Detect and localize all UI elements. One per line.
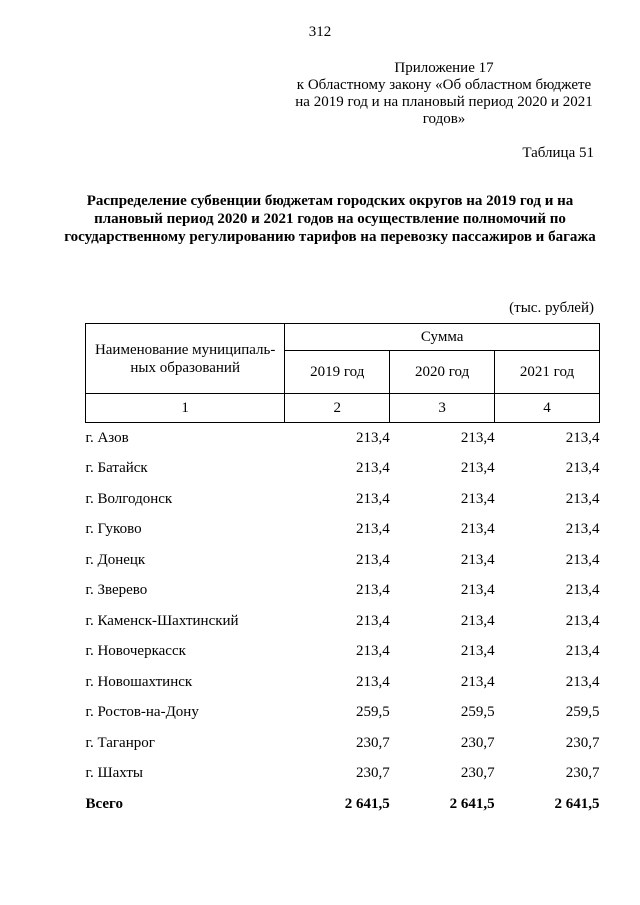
appendix-title: Приложение 17 bbox=[394, 60, 494, 76]
header-year-2021: 2021 год bbox=[495, 351, 600, 394]
table-row bbox=[86, 576, 600, 607]
table-row bbox=[86, 515, 600, 546]
table-row bbox=[86, 423, 600, 454]
column-number-3: 3 bbox=[390, 394, 495, 423]
value-2021-cell: 213,4 bbox=[565, 551, 600, 568]
value-2021-cell: 259,5 bbox=[565, 704, 600, 721]
column-number-1: 1 bbox=[86, 394, 285, 423]
municipality-cell: г. Шахты bbox=[85, 765, 144, 782]
value-2020-cell: 259,5 bbox=[460, 704, 495, 721]
municipality-cell: г. Новошахтинск bbox=[85, 673, 193, 690]
appendix-law-reference: к Областному закону «Об областном бюджете на 2019 год и на плановый период 2020 и 2021 годов» bbox=[295, 77, 593, 127]
table-row bbox=[86, 606, 600, 637]
value-2021-cell: 213,4 bbox=[565, 612, 600, 629]
table-number: Таблица 51 bbox=[522, 145, 594, 161]
municipality-cell: г. Донецк bbox=[85, 551, 146, 568]
value-2019-cell: 259,5 bbox=[355, 704, 390, 721]
page-number: 312 bbox=[308, 24, 332, 40]
value-2021-cell: 230,7 bbox=[565, 734, 600, 751]
table-row bbox=[86, 667, 600, 698]
municipality-cell: г. Зверево bbox=[85, 582, 148, 599]
table-row bbox=[86, 698, 600, 729]
municipality-cell: Всего bbox=[85, 795, 123, 812]
municipality-cell: г. Каменск-Шахтинский bbox=[85, 612, 239, 629]
value-2020-cell: 2 641,5 bbox=[449, 795, 495, 812]
total-row bbox=[86, 789, 600, 820]
column-number-2: 2 bbox=[285, 394, 390, 423]
value-2019-cell: 213,4 bbox=[355, 429, 390, 446]
table-row bbox=[86, 454, 600, 485]
table-row bbox=[86, 759, 600, 790]
value-2021-cell: 213,4 bbox=[565, 429, 600, 446]
header-year-2019: 2019 год bbox=[285, 351, 390, 394]
value-2020-cell: 213,4 bbox=[460, 429, 495, 446]
value-2021-cell: 213,4 bbox=[565, 460, 600, 477]
value-2019-cell: 230,7 bbox=[355, 765, 390, 782]
value-2020-cell: 213,4 bbox=[460, 643, 495, 660]
municipality-cell: г. Ростов-на-Дону bbox=[85, 704, 199, 721]
value-2020-cell: 213,4 bbox=[460, 612, 495, 629]
subsidy-table bbox=[85, 323, 600, 820]
municipality-cell: г. Батайск bbox=[85, 460, 148, 477]
header-municipality: Наименование муниципаль-ных образований bbox=[86, 324, 285, 394]
value-2019-cell: 213,4 bbox=[355, 490, 390, 507]
table-row bbox=[86, 545, 600, 576]
municipality-cell: г. Гуково bbox=[85, 521, 142, 538]
value-2019-cell: 213,4 bbox=[355, 582, 390, 599]
table-row bbox=[86, 728, 600, 759]
value-2020-cell: 213,4 bbox=[460, 521, 495, 538]
appendix-header bbox=[294, 60, 594, 128]
header-sum: Сумма bbox=[285, 324, 600, 351]
units-label: (тыс. рублей) bbox=[509, 300, 594, 316]
value-2019-cell: 230,7 bbox=[355, 734, 390, 751]
value-2020-cell: 213,4 bbox=[460, 582, 495, 599]
value-2019-cell: 213,4 bbox=[355, 612, 390, 629]
value-2021-cell: 230,7 bbox=[565, 765, 600, 782]
value-2021-cell: 213,4 bbox=[565, 673, 600, 690]
value-2019-cell: 213,4 bbox=[355, 673, 390, 690]
value-2019-cell: 2 641,5 bbox=[344, 795, 390, 812]
value-2020-cell: 213,4 bbox=[460, 673, 495, 690]
value-2020-cell: 230,7 bbox=[460, 734, 495, 751]
value-2021-cell: 2 641,5 bbox=[554, 795, 600, 812]
table-row bbox=[86, 637, 600, 668]
value-2021-cell: 213,4 bbox=[565, 490, 600, 507]
value-2021-cell: 213,4 bbox=[565, 582, 600, 599]
value-2019-cell: 213,4 bbox=[355, 460, 390, 477]
value-2019-cell: 213,4 bbox=[355, 643, 390, 660]
value-2021-cell: 213,4 bbox=[565, 521, 600, 538]
value-2021-cell: 213,4 bbox=[565, 643, 600, 660]
municipality-cell: г. Азов bbox=[85, 429, 129, 446]
table-body bbox=[86, 423, 600, 820]
value-2019-cell: 213,4 bbox=[355, 551, 390, 568]
value-2020-cell: 213,4 bbox=[460, 460, 495, 477]
municipality-cell: г. Таганрог bbox=[85, 734, 155, 751]
value-2020-cell: 230,7 bbox=[460, 765, 495, 782]
value-2020-cell: 213,4 bbox=[460, 490, 495, 507]
table-row bbox=[86, 484, 600, 515]
value-2020-cell: 213,4 bbox=[460, 551, 495, 568]
municipality-cell: г. Новочеркасск bbox=[85, 643, 186, 660]
header-year-2020: 2020 год bbox=[390, 351, 495, 394]
municipality-cell: г. Волгодонск bbox=[85, 490, 173, 507]
document-title: Распределение субвенции бюджетам городских округов на 2019 год и на плановый период 2020 и 2021 годов на осуществление полномочий по государственному регулированию тарифов на перевозку пассажиров и багажа bbox=[64, 193, 596, 245]
value-2019-cell: 213,4 bbox=[355, 521, 390, 538]
column-number-4: 4 bbox=[495, 394, 600, 423]
